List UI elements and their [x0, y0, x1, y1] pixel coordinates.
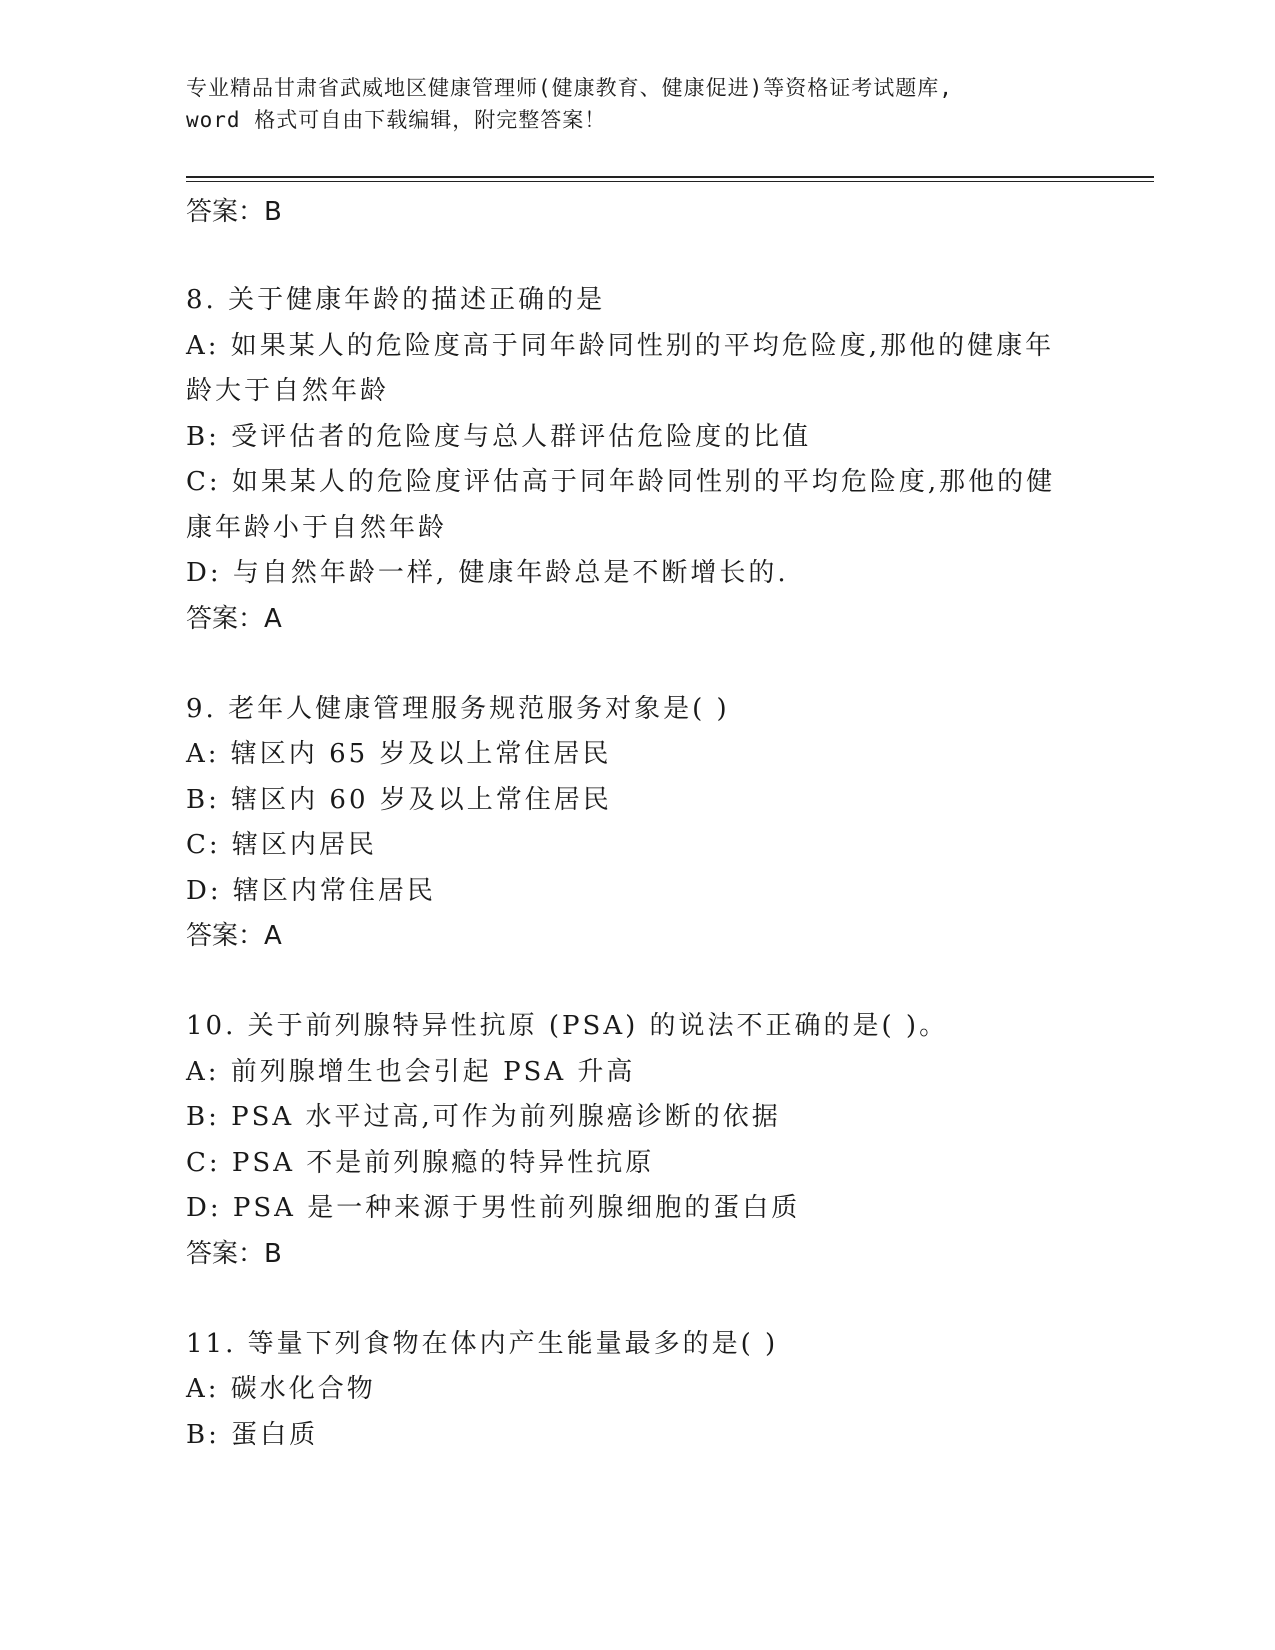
question-9: [186, 687, 1086, 959]
header-rule-thick: [186, 176, 1154, 178]
answer-q10: 答案：B: [186, 1238, 282, 1269]
option-d: D: 辖区内常住居民: [186, 875, 436, 906]
spacer: [186, 1276, 1086, 1322]
answer-q7: 答案：B: [186, 197, 282, 227]
option-b: B: PSA 水平过高,可作为前列腺癌诊断的依据: [186, 1102, 781, 1132]
header-title-line-1: 专业精品甘肃省武威地区健康管理师(健康教育、健康促进)等资格证考试题库,: [186, 76, 953, 100]
question-10: [186, 1004, 1086, 1276]
question-stem: 11. 等量下列食物在体内产生能量最多的是( ): [186, 1328, 779, 1359]
option-b: B: 蛋白质: [186, 1419, 319, 1450]
document-header: [186, 72, 1086, 136]
question-list: [186, 190, 1086, 1458]
question-stem: 9. 老年人健康管理服务规范服务对象是( ): [186, 693, 730, 724]
spacer: [186, 641, 1086, 687]
spacer: [186, 958, 1086, 1004]
option-a: A: 辖区内 65 岁及以上常住居民: [186, 739, 612, 769]
question-11: [186, 1322, 1086, 1459]
option-c: C: PSA 不是前列腺瘾的特异性抗原: [186, 1147, 655, 1178]
option-b: B: 受评估者的危险度与总人群评估危险度的比值: [186, 421, 812, 452]
question-stem: 10. 关于前列腺特异性抗原 (PSA) 的说法不正确的是( )。: [186, 1011, 949, 1041]
option-d: D: PSA 是一种来源于男性前列腺细胞的蛋白质: [186, 1193, 801, 1223]
header-rule-thin: [186, 181, 1154, 182]
option-c: C: 辖区内居民: [186, 830, 377, 860]
option-a: A: 碳水化合物: [186, 1374, 376, 1404]
option-d: D: 与自然年龄一样, 健康年龄总是不断增长的.: [186, 558, 789, 588]
question-stem: 8. 关于健康年龄的描述正确的是: [186, 285, 606, 315]
option-a-continued: 龄大于自然年龄: [186, 376, 390, 406]
option-b: B: 辖区内 60 岁及以上常住居民: [186, 784, 612, 815]
option-c: C: 如果某人的危险度评估高于同年龄同性别的平均危险度,那他的健: [186, 467, 1056, 497]
answer-q8: 答案：A: [186, 603, 282, 634]
option-a: A: 如果某人的危险度高于同年龄同性别的平均危险度,那他的健康年: [186, 330, 1055, 361]
header-title-line-2: word 格式可自由下载编辑，附完整答案！: [186, 108, 607, 132]
question-8: [186, 278, 1086, 641]
answer-q9: 答案：A: [186, 921, 282, 951]
option-a: A: 前列腺增生也会引起 PSA 升高: [186, 1056, 636, 1087]
spacer: [186, 234, 1086, 278]
option-c-continued: 康年龄小于自然年龄: [186, 512, 448, 543]
